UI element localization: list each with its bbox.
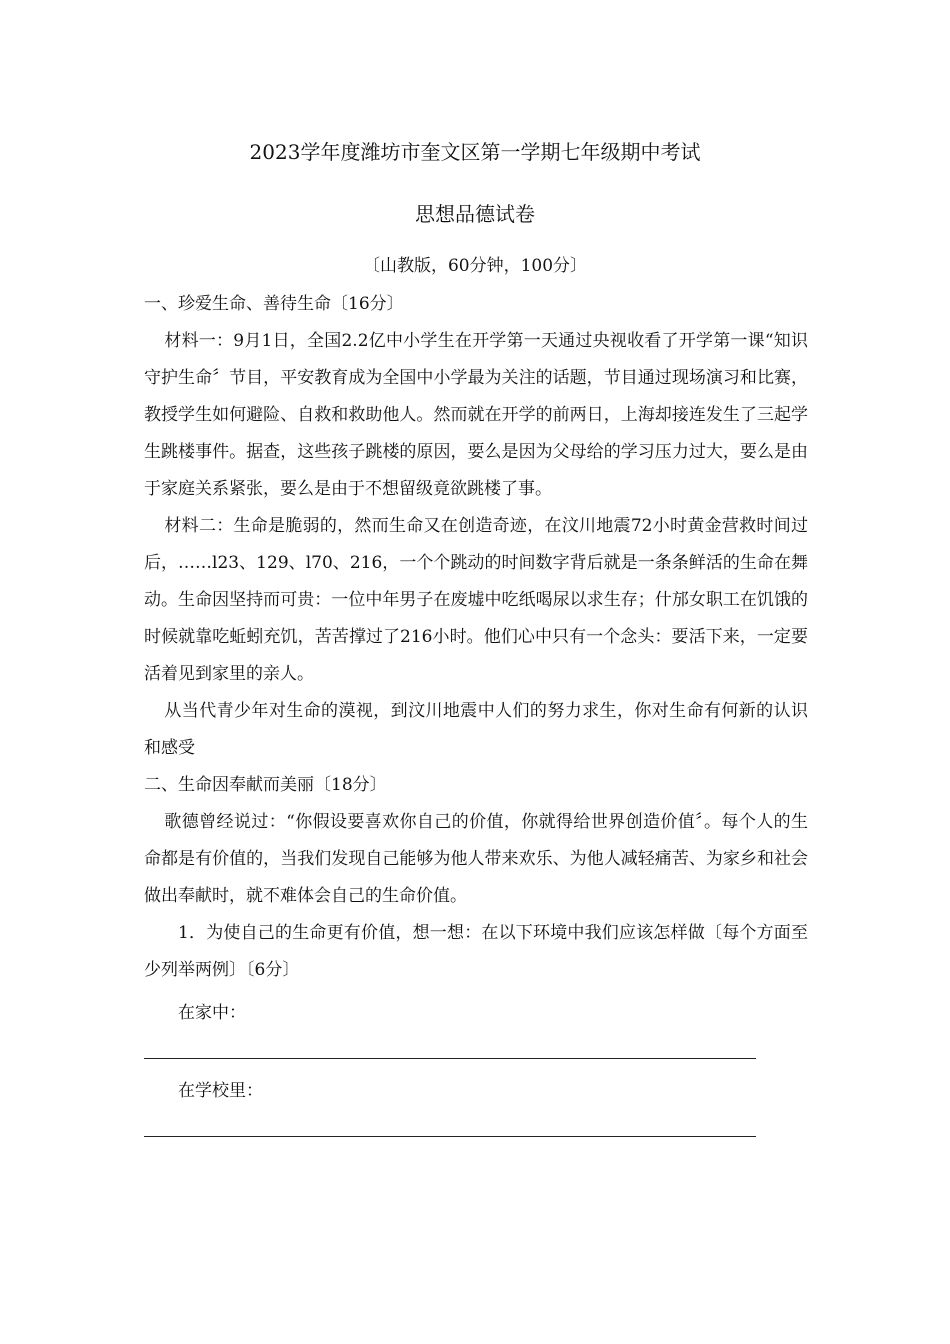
at-school-label: 在学校里： bbox=[178, 1081, 263, 1101]
exam-body bbox=[144, 286, 808, 1137]
at-home-label: 在家中： bbox=[178, 1003, 246, 1023]
exam-info: 〔山教版，60分钟，100分〕 bbox=[362, 256, 588, 276]
section2-intro: 歌德曾经说过：“你假设要喜欢你自己的价值，你就得给世界创造价值〞。每个人的生命都是有价值的，当我们发现自己能够为他人带来欢乐、为他人减轻痛苦、为家乡和社会做出奉献时，就不难体会自己的生命价值。 bbox=[144, 812, 808, 906]
section1-question: 从当代青少年对生命的漠视，到汶川地震中人们的努力求生，你对生命有何新的认识和感受 bbox=[144, 701, 808, 758]
section1-heading: 一、珍爱生命、善待生命〔16分〕 bbox=[144, 294, 404, 314]
exam-title: 2023学年度潍坊市奎文区第一学期七年级期中考试 bbox=[249, 140, 701, 164]
material-two: 材料二：生命是脆弱的，然而生命又在创造奇迹，在汶川地震72小时黄金营救时间过后，……l23、129、l70、216，一个个跳动的时间数字背后就是一条条鲜活的生命在舞动。生命因坚持而可贵：一位中年男子在废墟中吃纸喝尿以求生存；什邡女职工在饥饿的时候就靠吃蚯蚓充饥，苦苦撑过了216小时。他们心中只有一个念头：要活下来，一定要活着见到家里的亲人。 bbox=[144, 516, 808, 684]
at-school-answer-line[interactable] bbox=[144, 1136, 756, 1137]
material-one: 材料一：9月1日，全国2.2亿中小学生在开学第一天通过央视收看了开学第一课“知识守护生命〞节目，平安教育成为全国中小学最为关注的话题，节目通过现场演习和比赛，教授学生如何避险、自救和救助他人。然而就在开学的前两日，上海却接连发生了三起学生跳楼事件。据查，这些孩子跳楼的原因，要么是因为父母给的学习压力过大，要么是由于家庭关系紧张，要么是由于不想留级竟欲跳楼了事。 bbox=[144, 331, 808, 499]
at-home-answer-line[interactable] bbox=[144, 1058, 756, 1059]
question-one: 1．为使自己的生命更有价值，想一想：在以下环境中我们应该怎样做〔每个方面至少列举两例〕〔6分〕 bbox=[144, 923, 808, 980]
section2-heading: 二、生命因奉献而美丽〔18分〕 bbox=[144, 775, 387, 795]
exam-subtitle: 思想品德试卷 bbox=[415, 202, 535, 226]
